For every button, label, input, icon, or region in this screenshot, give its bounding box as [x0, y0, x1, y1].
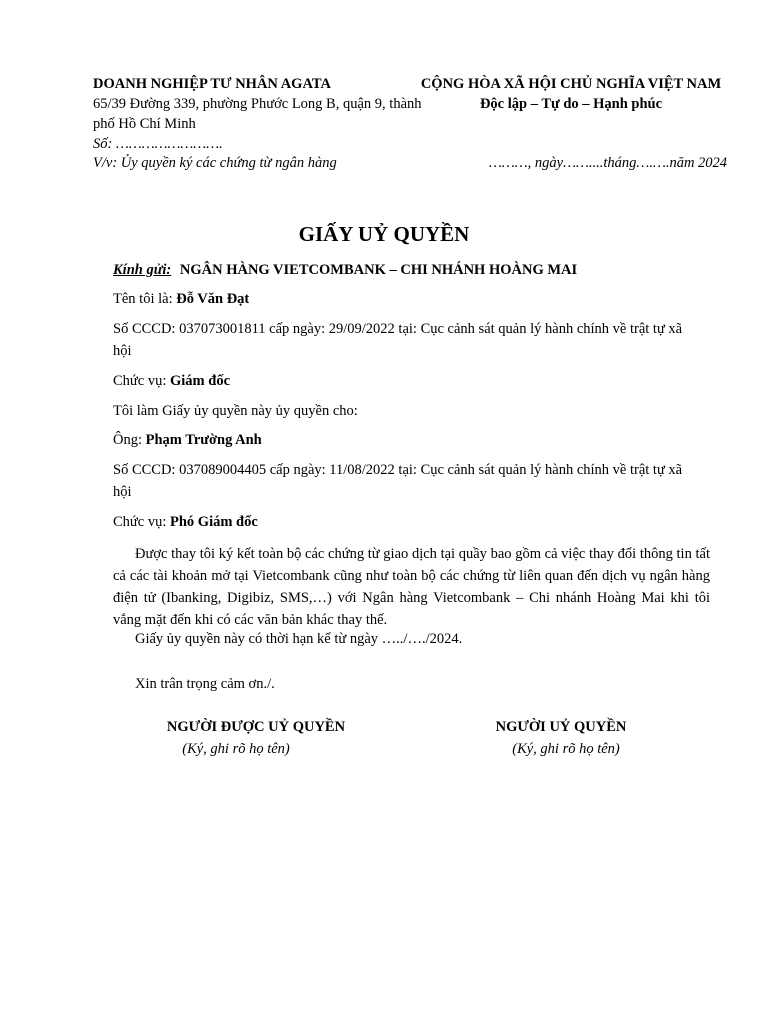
company-name: DOANH NGHIỆP TƯ NHÂN AGATA — [93, 76, 331, 92]
grantee-name-line — [113, 432, 262, 449]
country-name: CỘNG HÒA XÃ HỘI CHỦ NGHĨA VIỆT NAM — [420, 76, 722, 92]
authorization-intro: Tôi làm Giấy ủy quyền này ủy quyền cho: — [113, 403, 358, 419]
document-title: GIẤY UỶ QUYỀN — [298, 222, 470, 246]
signature-right-note: (Ký, ghi rõ họ tên) — [512, 741, 620, 757]
authorization-scope: Được thay tôi ký kết toàn bộ các chứng từ giao dịch tại quầy bao gồm cả việc thay đổi thông tin tất cả các tài khoản mở tại Vietcombank cũng như toàn bộ các chứng từ liên quan đến dịch vụ ngân hàng điện tử (Ibanking, Digibiz, SMS,…) với Ngân hàng Vietcombank – Chi nhánh Hoàng Mai khi tôi vắng mặt đến khi có các văn bản khác thay thế. — [113, 546, 710, 628]
document-number: Số: ……………………. — [93, 136, 223, 152]
signature-left-note: (Ký, ghi rõ họ tên) — [182, 741, 290, 757]
grantor-position: Giám đốc — [170, 373, 231, 389]
grantee-name: Phạm Trường Anh — [145, 432, 262, 448]
document-subject: V/v: Ủy quyền ký các chứng từ ngân hàng — [93, 155, 337, 171]
grantor-name: Đỗ Văn Đạt — [176, 291, 250, 307]
grantee-position: Phó Giám đốc — [170, 514, 258, 530]
grantee-id-line2: hội — [113, 484, 132, 500]
signature-right-title: NGƯỜI UỶ QUYỀN — [495, 719, 627, 735]
grantee-id-line1: Số CCCD: 037089004405 cấp ngày: 11/08/2022 tại: Cục cảnh sát quản lý hành chính về trật tự xã — [113, 462, 683, 478]
validity-period: Giấy ủy quyền này có thời hạn kể từ ngày …../…./2024. — [135, 631, 463, 647]
closing-line: Xin trân trọng cảm ơn./. — [135, 676, 275, 692]
national-motto: Độc lập – Tự do – Hạnh phúc — [479, 96, 663, 112]
grantee-name-label: Ông: — [113, 432, 146, 448]
grantor-position-label: Chức vụ: — [113, 373, 170, 389]
recipient-value: NGÂN HÀNG VIETCOMBANK – CHI NHÁNH HOÀNG MAI — [179, 262, 578, 278]
grantor-id-line1: Số CCCD: 037073001811 cấp ngày: 29/09/2022 tại: Cục cảnh sát quản lý hành chính về trật tự xã — [113, 321, 683, 337]
company-address-line1: 65/39 Đường 339, phường Phước Long B, quận 9, thành — [93, 96, 422, 112]
grantee-position-line — [113, 514, 258, 531]
grantee-position-label: Chức vụ: — [113, 514, 170, 530]
company-address-line2: phố Hồ Chí Minh — [93, 116, 196, 132]
grantor-id-line2: hội — [113, 343, 132, 359]
grantor-position-line — [113, 373, 230, 390]
grantor-name-label: Tên tôi là: — [113, 291, 177, 307]
signature-left-title: NGƯỜI ĐƯỢC UỶ QUYỀN — [166, 719, 346, 735]
recipient-line — [113, 262, 577, 279]
recipient-label: Kính gửi: — [113, 262, 172, 278]
date-line: ………, ngày……....tháng….….năm 2024 — [489, 155, 728, 171]
grantor-name-line — [113, 291, 249, 308]
